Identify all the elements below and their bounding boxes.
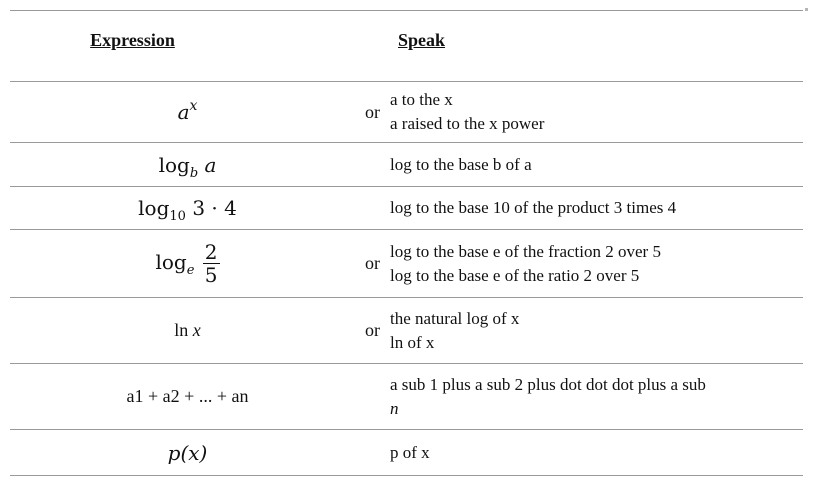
- or-label: or: [365, 101, 380, 122]
- fraction-numerator: 2: [204, 240, 218, 264]
- speak-cell: [388, 373, 803, 421]
- expression-function: ln: [174, 320, 189, 340]
- top-rule: [10, 10, 803, 11]
- speak-line: log to the base e of the ratio 2 over 5: [390, 265, 640, 285]
- speak-line: n: [390, 398, 399, 418]
- speak-line: a raised to the x power: [390, 114, 545, 133]
- fraction: [203, 241, 220, 286]
- speak-cell: [388, 153, 803, 177]
- speak-line: ln of x: [390, 332, 435, 352]
- or-label: or: [365, 253, 380, 273]
- speak-header: Speak: [398, 30, 446, 50]
- speak-cell: [388, 441, 803, 465]
- speak-line: the natural log of x: [390, 308, 520, 328]
- or-label: or: [365, 320, 380, 340]
- table-row: [10, 143, 803, 187]
- table-header-row: [10, 26, 803, 82]
- expression-argument: x: [192, 320, 201, 340]
- table-row: [10, 82, 803, 143]
- expression-cell: [10, 100, 365, 124]
- expression-header: Expression: [90, 30, 175, 50]
- table-row: [10, 298, 803, 364]
- speak-line: a to the x: [390, 90, 453, 109]
- table-row: [10, 187, 803, 230]
- speak-line: p of x: [390, 442, 430, 462]
- corner-mark: [805, 8, 808, 11]
- expression-function: log: [158, 152, 190, 177]
- speak-cell: [388, 240, 803, 288]
- speak-line: log to the base b of a: [390, 154, 532, 174]
- expression-subscript: e: [186, 263, 195, 278]
- table-row: [10, 430, 803, 476]
- table-row: [10, 230, 803, 298]
- expression-speak-table: [10, 26, 803, 476]
- expression-subscript: b: [189, 165, 199, 181]
- expression-argument: 3 · 4: [192, 196, 237, 220]
- expression-cell: [10, 152, 365, 181]
- expression-subscript: 10: [169, 209, 186, 224]
- expression-text: p(x): [167, 440, 208, 465]
- expression-cell: [10, 196, 365, 224]
- expression-cell: [10, 441, 365, 465]
- table-row: [10, 364, 803, 430]
- speak-cell: [388, 196, 803, 220]
- speak-line: log to the base e of the fraction 2 over 5: [390, 241, 661, 261]
- speak-cell: [388, 88, 803, 136]
- expression-argument: a: [204, 152, 217, 177]
- expression-cell: [10, 320, 365, 341]
- fraction-denominator: 5: [204, 263, 218, 287]
- speak-line: a sub 1 plus a sub 2 plus dot dot dot plus a sub: [390, 374, 706, 394]
- expression-cell: [10, 386, 365, 407]
- expression-base: a: [177, 100, 190, 124]
- expression-cell: [10, 241, 365, 286]
- expression-text: a1 + a2 + ... + an: [126, 386, 249, 406]
- speak-cell: [388, 307, 803, 355]
- expression-superscript: x: [189, 98, 198, 114]
- expression-function: log: [138, 196, 170, 220]
- expression-function: log: [155, 250, 187, 274]
- speak-line: log to the base 10 of the product 3 times 4: [390, 198, 677, 217]
